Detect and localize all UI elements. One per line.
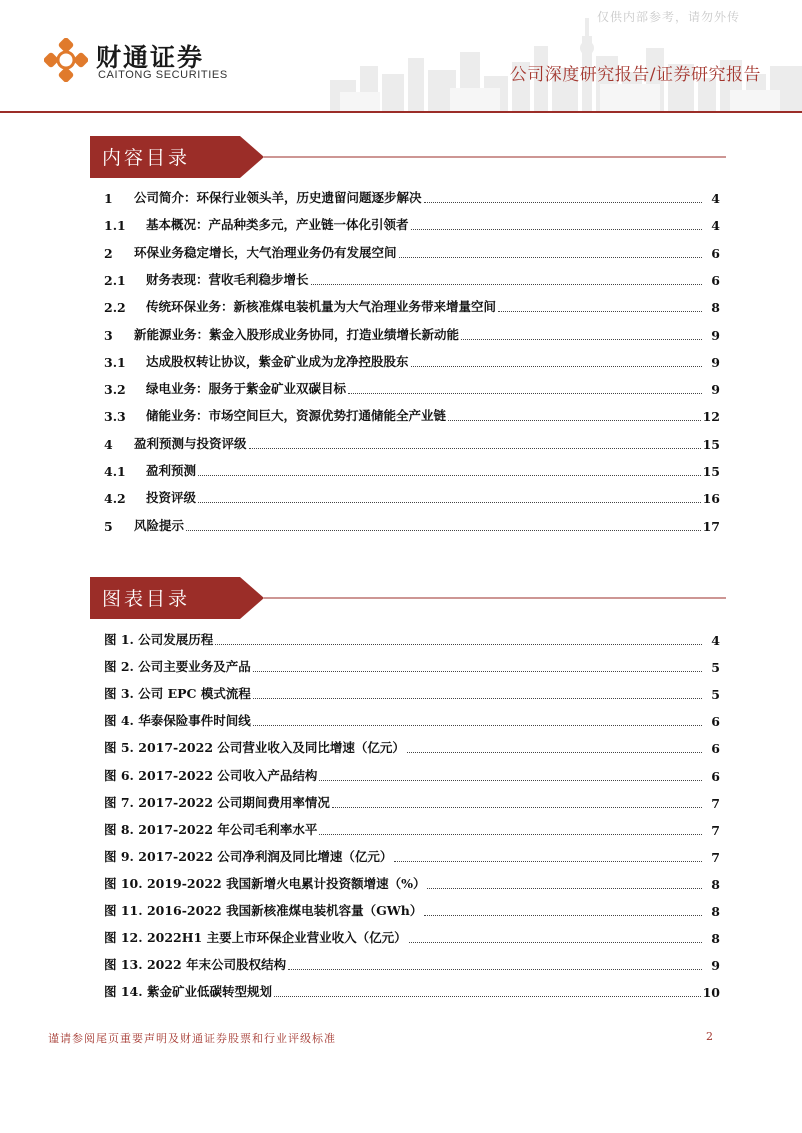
dot-leader xyxy=(274,995,701,997)
toc-entry[interactable] xyxy=(104,268,720,288)
figure-entry-text: 图 14. 紫金矿业低碳转型规划 xyxy=(104,984,272,1000)
brand-name-en: CAITONG SECURITIES xyxy=(98,69,228,81)
toc-entry-text: 盈利预测与投资评级 xyxy=(134,435,247,451)
brand-name-cn: 财通证券 xyxy=(96,43,205,72)
dot-leader xyxy=(409,941,702,943)
toc-entry[interactable] xyxy=(104,350,720,370)
toc-section-title xyxy=(90,136,726,178)
figure-entry-text: 图 13. 2022 年末公司股权结构 xyxy=(104,957,287,973)
page-header xyxy=(0,0,802,118)
toc-entry-page: 4 xyxy=(711,218,720,234)
toc-entry-number: 2.1 xyxy=(104,272,126,288)
toc-entry-page: 16 xyxy=(702,491,720,507)
figure-entry-page: 10 xyxy=(702,985,720,1001)
dot-leader xyxy=(424,201,702,203)
dot-leader xyxy=(411,228,702,230)
toc-entry[interactable] xyxy=(104,295,720,315)
footer-disclaimer: 谨请参阅尾页重要声明及财通证券股票和行业评级标准 xyxy=(48,1032,336,1045)
figure-entry-text: 图 10. 2019-2022 我国新增火电累计投资额增速（%） xyxy=(104,875,426,891)
dot-leader xyxy=(186,529,701,531)
dot-leader xyxy=(407,751,702,753)
toc-entry[interactable] xyxy=(104,459,720,479)
toc-entry-page: 9 xyxy=(711,354,720,370)
figure-entry[interactable] xyxy=(104,899,720,919)
figure-entry[interactable] xyxy=(104,628,720,648)
report-type: 公司深度研究报告/证券研究报告 xyxy=(509,65,761,85)
dot-leader xyxy=(253,697,702,699)
toc-entry-text: 新能源业务：紫金入股形成业务协同，打造业绩增长新动能 xyxy=(134,326,460,342)
toc-entry-page: 17 xyxy=(702,518,720,534)
dot-leader xyxy=(198,474,701,476)
toc-entry-page: 9 xyxy=(711,382,720,398)
toc-entry[interactable] xyxy=(104,213,720,233)
figure-entry-text: 图 11. 2016-2022 我国新核准煤电装机容量（GWh） xyxy=(104,903,423,918)
dot-leader xyxy=(394,860,702,862)
dot-leader xyxy=(348,392,702,394)
figure-entry-text: 图 3. 公司 EPC 模式流程 xyxy=(104,686,251,702)
figure-entry[interactable] xyxy=(104,926,720,946)
figure-entry-page: 8 xyxy=(711,876,720,892)
figure-entry-text: 图 12. 2022H1 主要上市环保企业营业收入（亿元） xyxy=(104,930,407,946)
toc-entry-number: 3 xyxy=(104,327,113,343)
figure-entry-text: 图 4. 华泰保险事件时间线 xyxy=(104,713,251,729)
figures-section-title xyxy=(90,577,726,619)
figure-entry-text: 图 2. 公司主要业务及产品 xyxy=(104,659,251,675)
figure-entry-page: 5 xyxy=(711,687,720,703)
toc-entry-number: 2 xyxy=(104,245,113,261)
toc-entry-number: 5 xyxy=(104,518,113,534)
dot-leader xyxy=(427,887,702,889)
figure-entry-page: 9 xyxy=(711,958,720,974)
page-number: 2 xyxy=(706,1030,713,1043)
toc-entry-text: 盈利预测 xyxy=(146,463,197,478)
dot-leader xyxy=(311,283,702,285)
toc-entry-number: 3.2 xyxy=(104,382,126,398)
figure-entry-text: 图 6. 2017-2022 公司收入产品结构 xyxy=(104,767,318,783)
figure-entry[interactable] xyxy=(104,791,720,811)
figure-entry-page: 6 xyxy=(711,741,720,757)
dot-leader xyxy=(249,447,701,449)
dot-leader xyxy=(253,724,702,726)
toc-entry-number: 4 xyxy=(104,436,113,452)
figure-entry[interactable] xyxy=(104,872,720,892)
figure-entry-page: 7 xyxy=(711,849,720,865)
toc-entry-page: 12 xyxy=(702,409,720,425)
dot-leader xyxy=(319,833,702,835)
toc-entry-text: 财务表现：营收毛利稳步增长 xyxy=(146,271,309,287)
toc-entry[interactable] xyxy=(104,514,720,534)
figure-entry[interactable] xyxy=(104,736,720,756)
toc-entry-text: 投资评级 xyxy=(146,490,197,506)
dot-leader xyxy=(198,501,701,503)
figure-entry[interactable] xyxy=(104,980,720,1000)
toc-entry-page: 15 xyxy=(702,436,720,452)
figure-entry-text: 图 1. 公司发展历程 xyxy=(104,632,214,647)
toc-entry[interactable] xyxy=(104,241,720,261)
toc-entry-text: 环保业务稳定增长，大气治理业务仍有发展空间 xyxy=(134,244,397,260)
figure-entry-page: 4 xyxy=(711,633,720,648)
dot-leader xyxy=(288,968,702,970)
toc-entry-number: 1 xyxy=(104,191,113,206)
figure-entry[interactable] xyxy=(104,764,720,784)
toc-entry-number: 2.2 xyxy=(104,300,126,316)
figure-entry-page: 6 xyxy=(711,768,720,784)
toc-entry-page: 15 xyxy=(702,464,720,479)
figure-entry-text: 图 9. 2017-2022 公司净利润及同比增速（亿元） xyxy=(104,848,393,864)
figures-title: 图表目录 xyxy=(102,588,191,610)
toc-entry[interactable] xyxy=(104,432,720,452)
dot-leader xyxy=(215,643,702,645)
figure-entry[interactable] xyxy=(104,709,720,729)
toc-entry-text: 基本概况：产品种类多元，产业链一体化引领者 xyxy=(146,217,409,233)
toc-entry-page: 4 xyxy=(711,191,720,206)
dot-leader xyxy=(399,256,702,258)
figure-entry-text: 图 8. 2017-2022 年公司毛利率水平 xyxy=(104,821,318,837)
toc-entry-number: 3.1 xyxy=(104,354,126,370)
toc-entry-page: 8 xyxy=(711,300,720,316)
figure-entry[interactable] xyxy=(104,845,720,865)
toc-entry-text: 绿电业务：服务于紫金矿业双碳目标 xyxy=(146,381,347,397)
figure-entry[interactable] xyxy=(104,818,720,838)
toc-entry-text: 公司简介：环保行业领头羊，历史遗留问题逐步解决 xyxy=(134,190,422,205)
figure-entry-page: 6 xyxy=(711,714,720,730)
toc-entry[interactable] xyxy=(104,404,720,424)
toc-entry-number: 4.1 xyxy=(104,464,126,479)
dot-leader xyxy=(424,914,702,916)
toc-entry[interactable] xyxy=(104,486,720,506)
toc-entry-number: 4.2 xyxy=(104,491,126,507)
toc-entry-page: 9 xyxy=(711,327,720,343)
figure-entry-page: 7 xyxy=(711,795,720,811)
figure-entry[interactable] xyxy=(104,655,720,675)
toc-entry-number: 1.1 xyxy=(104,218,126,234)
figure-entry[interactable] xyxy=(104,953,720,973)
toc-entry[interactable] xyxy=(104,377,720,397)
figure-entry-text: 图 5. 2017-2022 公司营业收入及同比增速（亿元） xyxy=(104,740,405,756)
dot-leader xyxy=(319,779,702,781)
toc-entry-page: 6 xyxy=(711,245,720,261)
figure-entry-page: 5 xyxy=(711,660,720,676)
toc-entry-text: 风险提示 xyxy=(134,517,185,533)
toc-title: 内容目录 xyxy=(102,147,191,169)
caitong-logo-icon xyxy=(44,38,88,82)
figure-entry[interactable] xyxy=(104,682,720,702)
figure-entry-page: 7 xyxy=(711,822,720,838)
dot-leader xyxy=(498,310,702,312)
toc-entry-text: 传统环保业务：新核准煤电装机量为大气治理业务带来增量空间 xyxy=(146,299,497,315)
dot-leader xyxy=(253,670,702,672)
dot-leader xyxy=(448,419,701,421)
dot-leader xyxy=(411,365,702,367)
toc-entry-text: 储能业务：市场空间巨大，资源优势打通储能全产业链 xyxy=(146,408,447,424)
toc-entry-page: 6 xyxy=(711,272,720,288)
header-divider xyxy=(0,111,802,113)
figure-entry-page: 8 xyxy=(711,904,720,919)
figure-entry-page: 8 xyxy=(711,931,720,947)
watermark: 仅供内部参考，请勿外传 xyxy=(596,10,740,24)
toc-entry[interactable] xyxy=(104,323,720,343)
toc-entry-text: 达成股权转让协议，紫金矿业成为龙净控股股东 xyxy=(146,353,409,369)
figure-entry-text: 图 7. 2017-2022 公司期间费用率情况 xyxy=(104,794,330,810)
dot-leader xyxy=(461,338,702,340)
toc-entry-number: 3.3 xyxy=(104,409,126,425)
dot-leader xyxy=(332,806,702,808)
toc-entry[interactable] xyxy=(104,186,720,206)
